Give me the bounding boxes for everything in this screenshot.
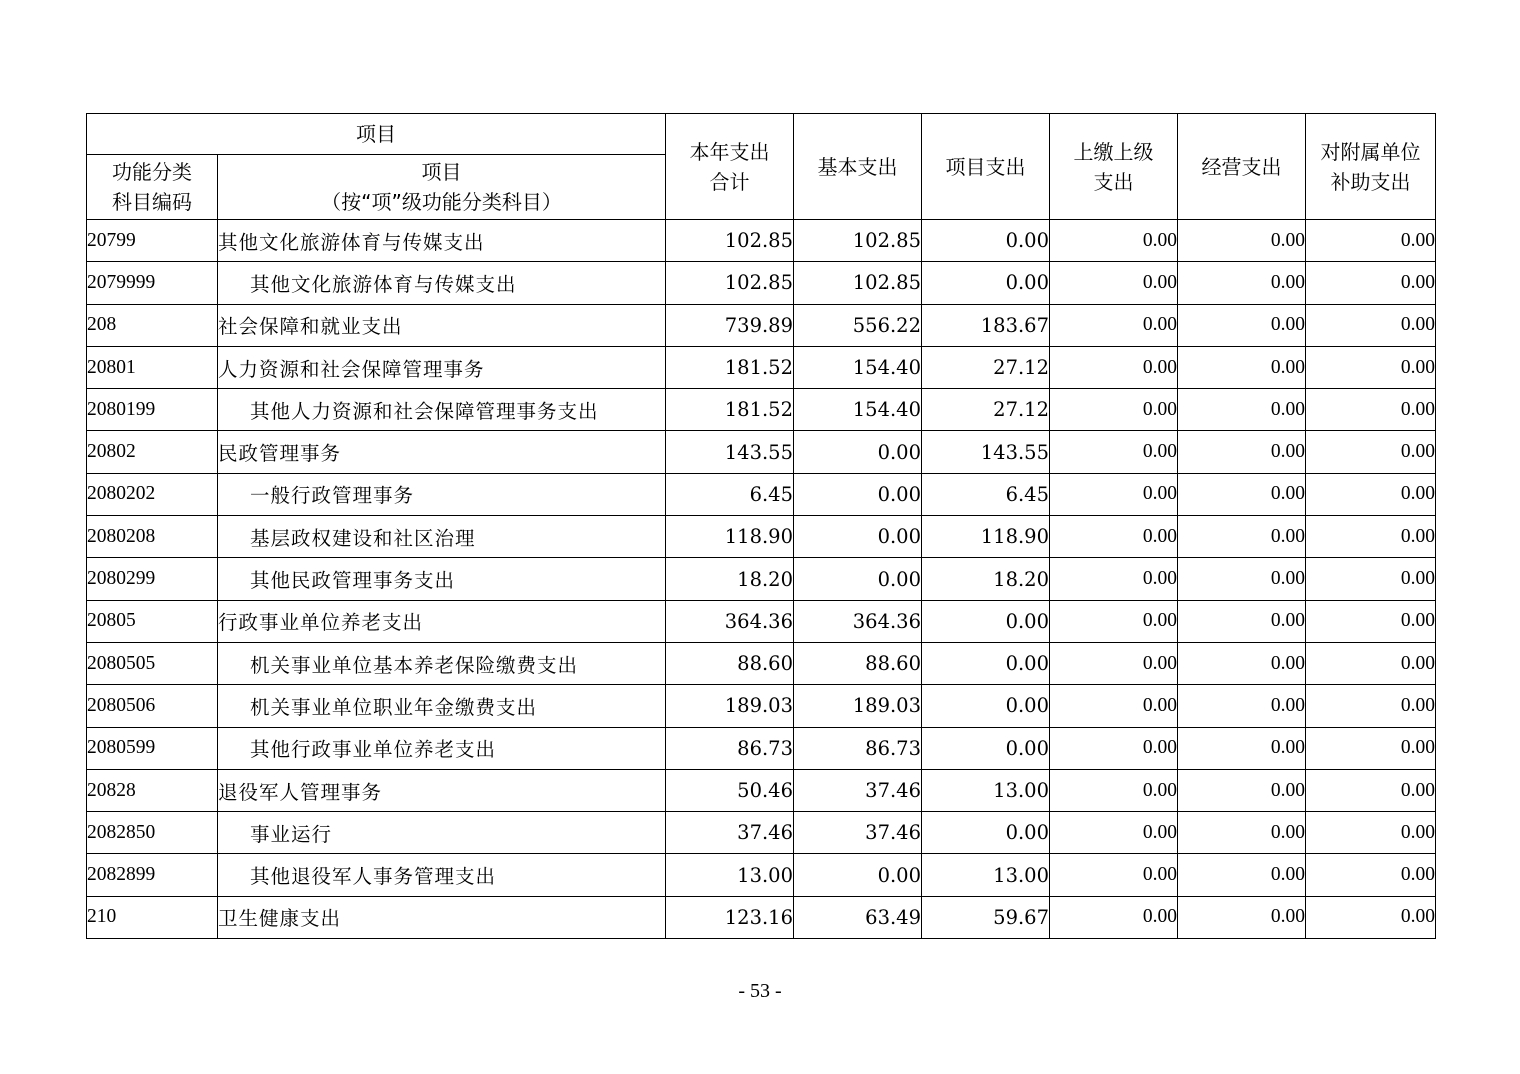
cell-name: 基层政权建设和社区治理 bbox=[218, 516, 666, 558]
header-subsidy bbox=[1306, 114, 1436, 220]
cell-name: 退役军人管理事务 bbox=[218, 769, 666, 811]
cell-code: 210 bbox=[87, 896, 218, 938]
cell-project: 13.00 bbox=[922, 769, 1050, 811]
cell-business: 0.00 bbox=[1178, 600, 1306, 642]
cell-total: 6.45 bbox=[666, 473, 794, 515]
cell-code: 20828 bbox=[87, 769, 218, 811]
table-row bbox=[87, 685, 1436, 727]
cell-basic: 86.73 bbox=[794, 727, 922, 769]
cell-name: 其他文化旅游体育与传媒支出 bbox=[218, 220, 666, 262]
expenditure-table bbox=[86, 113, 1436, 939]
cell-project: 13.00 bbox=[922, 854, 1050, 896]
cell-name: 其他退役军人事务管理支出 bbox=[218, 854, 666, 896]
cell-upper: 0.00 bbox=[1050, 389, 1178, 431]
table-row bbox=[87, 600, 1436, 642]
cell-name: 其他人力资源和社会保障管理事务支出 bbox=[218, 389, 666, 431]
cell-project: 0.00 bbox=[922, 812, 1050, 854]
cell-name: 事业运行 bbox=[218, 812, 666, 854]
cell-subsidy: 0.00 bbox=[1306, 769, 1436, 811]
cell-upper: 0.00 bbox=[1050, 769, 1178, 811]
cell-subsidy: 0.00 bbox=[1306, 685, 1436, 727]
table-row bbox=[87, 642, 1436, 684]
cell-total: 88.60 bbox=[666, 642, 794, 684]
cell-name: 一般行政管理事务 bbox=[218, 473, 666, 515]
cell-total: 102.85 bbox=[666, 262, 794, 304]
cell-upper: 0.00 bbox=[1050, 685, 1178, 727]
table-row bbox=[87, 262, 1436, 304]
cell-total: 364.36 bbox=[666, 600, 794, 642]
header-upper-line2: 支出 bbox=[1093, 169, 1134, 194]
cell-subsidy: 0.00 bbox=[1306, 473, 1436, 515]
cell-business: 0.00 bbox=[1178, 346, 1306, 388]
cell-name: 机关事业单位基本养老保险缴费支出 bbox=[218, 642, 666, 684]
cell-upper: 0.00 bbox=[1050, 727, 1178, 769]
header-name bbox=[218, 155, 666, 220]
cell-basic: 88.60 bbox=[794, 642, 922, 684]
header-item-group: 项目 bbox=[87, 114, 666, 155]
header-total-line2: 合计 bbox=[709, 169, 750, 194]
header-business: 经营支出 bbox=[1178, 114, 1306, 220]
cell-project: 18.20 bbox=[922, 558, 1050, 600]
cell-basic: 154.40 bbox=[794, 346, 922, 388]
cell-total: 37.46 bbox=[666, 812, 794, 854]
header-subsidy-line2: 补助支出 bbox=[1330, 169, 1411, 194]
header-project: 项目支出 bbox=[922, 114, 1050, 220]
cell-basic: 0.00 bbox=[794, 431, 922, 473]
table-row bbox=[87, 727, 1436, 769]
cell-name: 其他文化旅游体育与传媒支出 bbox=[218, 262, 666, 304]
header-row-1 bbox=[87, 114, 1436, 155]
cell-business: 0.00 bbox=[1178, 896, 1306, 938]
header-code bbox=[87, 155, 218, 220]
cell-project: 0.00 bbox=[922, 727, 1050, 769]
cell-subsidy: 0.00 bbox=[1306, 727, 1436, 769]
table-row bbox=[87, 769, 1436, 811]
cell-total: 102.85 bbox=[666, 220, 794, 262]
cell-project: 143.55 bbox=[922, 431, 1050, 473]
cell-total: 189.03 bbox=[666, 685, 794, 727]
cell-project: 0.00 bbox=[922, 262, 1050, 304]
cell-upper: 0.00 bbox=[1050, 262, 1178, 304]
cell-subsidy: 0.00 bbox=[1306, 346, 1436, 388]
cell-business: 0.00 bbox=[1178, 389, 1306, 431]
header-upper bbox=[1050, 114, 1178, 220]
table-row bbox=[87, 220, 1436, 262]
cell-code: 20802 bbox=[87, 431, 218, 473]
cell-name: 人力资源和社会保障管理事务 bbox=[218, 346, 666, 388]
cell-code: 2080506 bbox=[87, 685, 218, 727]
cell-name: 民政管理事务 bbox=[218, 431, 666, 473]
cell-basic: 0.00 bbox=[794, 516, 922, 558]
cell-code: 2079999 bbox=[87, 262, 218, 304]
cell-project: 0.00 bbox=[922, 685, 1050, 727]
cell-subsidy: 0.00 bbox=[1306, 854, 1436, 896]
cell-basic: 364.36 bbox=[794, 600, 922, 642]
cell-project: 183.67 bbox=[922, 304, 1050, 346]
cell-subsidy: 0.00 bbox=[1306, 220, 1436, 262]
cell-project: 0.00 bbox=[922, 220, 1050, 262]
cell-code: 2080202 bbox=[87, 473, 218, 515]
cell-business: 0.00 bbox=[1178, 854, 1306, 896]
cell-subsidy: 0.00 bbox=[1306, 262, 1436, 304]
table-row bbox=[87, 473, 1436, 515]
cell-total: 118.90 bbox=[666, 516, 794, 558]
cell-business: 0.00 bbox=[1178, 304, 1306, 346]
cell-basic: 63.49 bbox=[794, 896, 922, 938]
cell-business: 0.00 bbox=[1178, 642, 1306, 684]
table-row bbox=[87, 346, 1436, 388]
cell-basic: 0.00 bbox=[794, 854, 922, 896]
cell-upper: 0.00 bbox=[1050, 304, 1178, 346]
cell-code: 2082899 bbox=[87, 854, 218, 896]
cell-subsidy: 0.00 bbox=[1306, 304, 1436, 346]
cell-total: 181.52 bbox=[666, 389, 794, 431]
cell-subsidy: 0.00 bbox=[1306, 389, 1436, 431]
cell-basic: 0.00 bbox=[794, 473, 922, 515]
cell-basic: 189.03 bbox=[794, 685, 922, 727]
table-row bbox=[87, 854, 1436, 896]
cell-business: 0.00 bbox=[1178, 220, 1306, 262]
table-body bbox=[87, 220, 1436, 939]
cell-basic: 37.46 bbox=[794, 769, 922, 811]
cell-total: 13.00 bbox=[666, 854, 794, 896]
cell-total: 143.55 bbox=[666, 431, 794, 473]
header-total-line1: 本年支出 bbox=[689, 139, 770, 164]
cell-total: 18.20 bbox=[666, 558, 794, 600]
cell-name: 社会保障和就业支出 bbox=[218, 304, 666, 346]
cell-subsidy: 0.00 bbox=[1306, 558, 1436, 600]
cell-name: 机关事业单位职业年金缴费支出 bbox=[218, 685, 666, 727]
cell-upper: 0.00 bbox=[1050, 642, 1178, 684]
cell-upper: 0.00 bbox=[1050, 558, 1178, 600]
cell-basic: 0.00 bbox=[794, 558, 922, 600]
header-name-line1: 项目 bbox=[421, 160, 462, 184]
cell-name: 行政事业单位养老支出 bbox=[218, 600, 666, 642]
cell-upper: 0.00 bbox=[1050, 431, 1178, 473]
cell-upper: 0.00 bbox=[1050, 854, 1178, 896]
cell-total: 123.16 bbox=[666, 896, 794, 938]
cell-code: 208 bbox=[87, 304, 218, 346]
cell-project: 6.45 bbox=[922, 473, 1050, 515]
cell-project: 27.12 bbox=[922, 389, 1050, 431]
cell-upper: 0.00 bbox=[1050, 896, 1178, 938]
cell-name: 其他民政管理事务支出 bbox=[218, 558, 666, 600]
header-code-line2: 科目编码 bbox=[112, 190, 192, 214]
cell-code: 20799 bbox=[87, 220, 218, 262]
cell-project: 0.00 bbox=[922, 600, 1050, 642]
header-subsidy-line1: 对附属单位 bbox=[1320, 139, 1421, 164]
header-total bbox=[666, 114, 794, 220]
cell-total: 181.52 bbox=[666, 346, 794, 388]
table-row bbox=[87, 896, 1436, 938]
cell-upper: 0.00 bbox=[1050, 516, 1178, 558]
cell-business: 0.00 bbox=[1178, 516, 1306, 558]
table-row bbox=[87, 812, 1436, 854]
cell-subsidy: 0.00 bbox=[1306, 516, 1436, 558]
table-row bbox=[87, 516, 1436, 558]
cell-business: 0.00 bbox=[1178, 558, 1306, 600]
cell-basic: 556.22 bbox=[794, 304, 922, 346]
cell-business: 0.00 bbox=[1178, 769, 1306, 811]
cell-code: 2080599 bbox=[87, 727, 218, 769]
cell-business: 0.00 bbox=[1178, 473, 1306, 515]
cell-business: 0.00 bbox=[1178, 685, 1306, 727]
cell-business: 0.00 bbox=[1178, 812, 1306, 854]
header-upper-line1: 上缴上级 bbox=[1073, 139, 1154, 164]
cell-code: 2080199 bbox=[87, 389, 218, 431]
cell-project: 118.90 bbox=[922, 516, 1050, 558]
cell-upper: 0.00 bbox=[1050, 346, 1178, 388]
cell-subsidy: 0.00 bbox=[1306, 431, 1436, 473]
cell-code: 2082850 bbox=[87, 812, 218, 854]
cell-total: 86.73 bbox=[666, 727, 794, 769]
cell-business: 0.00 bbox=[1178, 727, 1306, 769]
cell-basic: 154.40 bbox=[794, 389, 922, 431]
cell-code: 2080505 bbox=[87, 642, 218, 684]
cell-subsidy: 0.00 bbox=[1306, 600, 1436, 642]
cell-code: 20805 bbox=[87, 600, 218, 642]
cell-name: 卫生健康支出 bbox=[218, 896, 666, 938]
cell-code: 2080299 bbox=[87, 558, 218, 600]
cell-subsidy: 0.00 bbox=[1306, 642, 1436, 684]
cell-basic: 102.85 bbox=[794, 262, 922, 304]
cell-total: 50.46 bbox=[666, 769, 794, 811]
cell-business: 0.00 bbox=[1178, 262, 1306, 304]
cell-code: 2080208 bbox=[87, 516, 218, 558]
cell-total: 739.89 bbox=[666, 304, 794, 346]
cell-upper: 0.00 bbox=[1050, 220, 1178, 262]
header-name-line2: （按“项”级功能分类科目） bbox=[321, 190, 562, 214]
table-row bbox=[87, 304, 1436, 346]
cell-subsidy: 0.00 bbox=[1306, 812, 1436, 854]
cell-basic: 102.85 bbox=[794, 220, 922, 262]
cell-basic: 37.46 bbox=[794, 812, 922, 854]
cell-name: 其他行政事业单位养老支出 bbox=[218, 727, 666, 769]
header-code-line1: 功能分类 bbox=[112, 160, 192, 184]
cell-project: 27.12 bbox=[922, 346, 1050, 388]
cell-business: 0.00 bbox=[1178, 431, 1306, 473]
cell-project: 59.67 bbox=[922, 896, 1050, 938]
cell-code: 20801 bbox=[87, 346, 218, 388]
cell-project: 0.00 bbox=[922, 642, 1050, 684]
table-row bbox=[87, 389, 1436, 431]
cell-upper: 0.00 bbox=[1050, 473, 1178, 515]
cell-upper: 0.00 bbox=[1050, 812, 1178, 854]
page-number: - 53 - bbox=[738, 980, 782, 1002]
header-basic: 基本支出 bbox=[794, 114, 922, 220]
cell-subsidy: 0.00 bbox=[1306, 896, 1436, 938]
table-row bbox=[87, 431, 1436, 473]
cell-upper: 0.00 bbox=[1050, 600, 1178, 642]
table-row bbox=[87, 558, 1436, 600]
